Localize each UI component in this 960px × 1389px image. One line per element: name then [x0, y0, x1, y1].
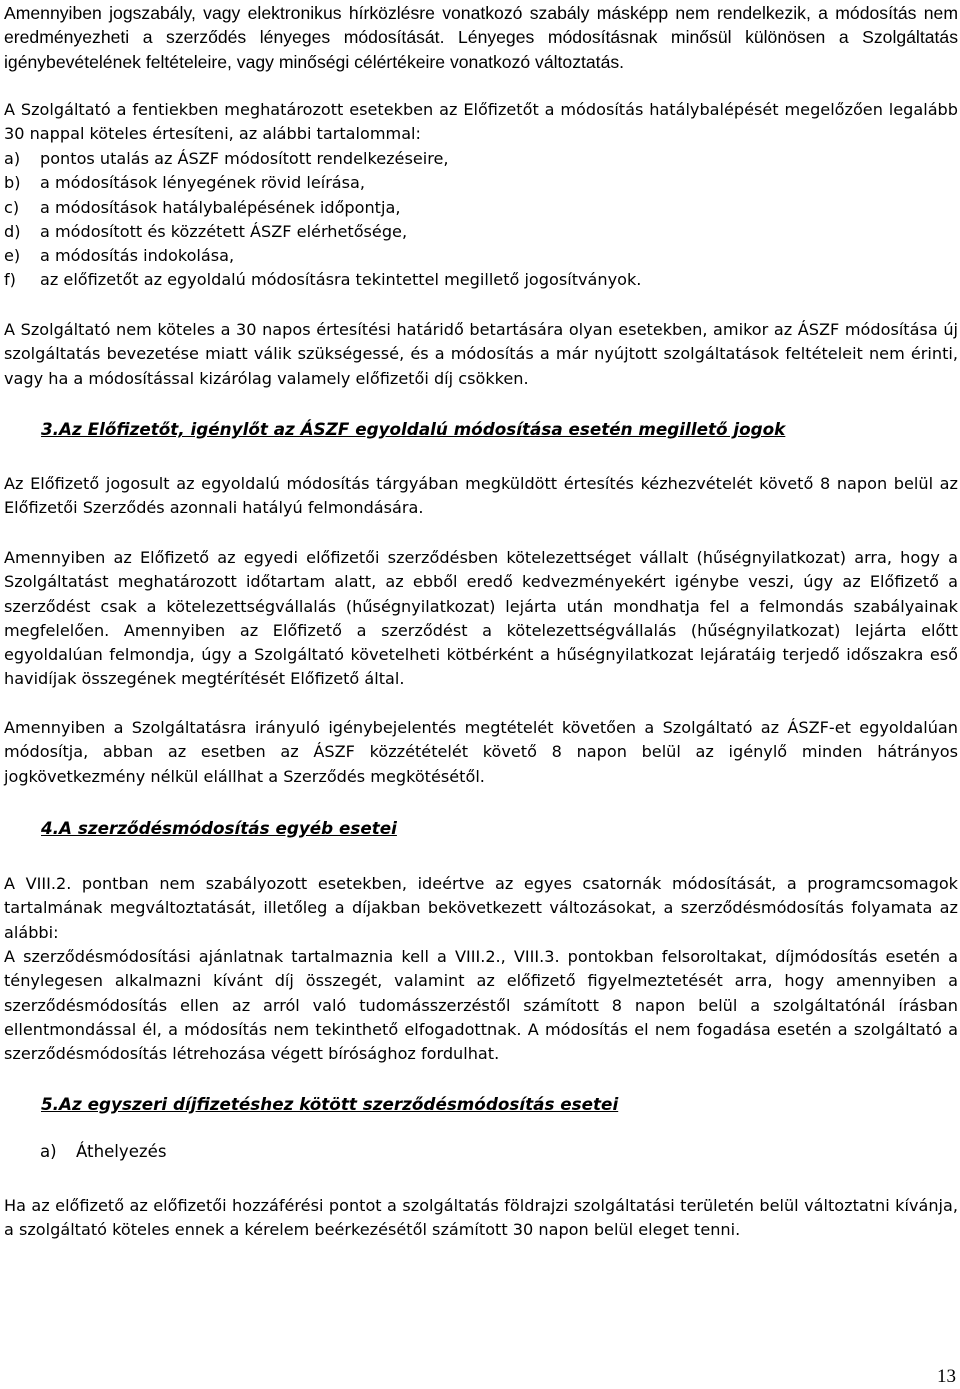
section-heading-5: 5.Az egyszeri díjfizetéshez kötött szerződésmódosítás esetei — [41, 1094, 619, 1114]
list-marker: a) — [4, 149, 21, 168]
list-item — [4, 147, 958, 171]
section-heading-3: 3.Az Előfizetőt, igénylőt az ÁSZF egyoldalú módosítása esetén megillető jogok — [41, 419, 786, 439]
paragraph-other-modifications: A VIII.2. pontban nem szabályozott esetekben, ideértve az egyes csatornák módosítását, a programcsomagok tartalmának megváltoztatását, illetőleg a díjakban bekövetkezett változásokat, a szerződésmódosítás folyamata az alábbi: — [4, 874, 958, 942]
list-marker: c) — [4, 197, 20, 217]
page-number: 13 — [937, 1366, 956, 1387]
paragraph-withdrawal-right: Amennyiben a Szolgáltatásra irányuló igénybejelentés megtételét követően a Szolgáltató az ÁSZF-et egyoldalúan módosítja, abban az esetben az ÁSZF közzétételét követő 8 napon belül az igénylő minden hátrányos jogkövetkezmény nélkül elállhat a Szerződés megkötésétől. — [4, 718, 958, 786]
paragraph-loyalty-commitment: Amennyiben az Előfizető az egyedi előfizetői szerződésben kötelezettséget vállalt (hűségnyilatkozat) arra, hogy a Szolgáltatást meghatározott időtartam alatt, az ebből eredő kedvezményekért igénybe veszi, úgy az Előfizető a szerződést csak a kötelezettségvállalás (hűségnyilatkozat) lejárta után mondhatja fel a felmondás szabályainak megfelelően. Amennyiben az Előfizető a szerződést a kötelezettségvállalás (hűségnyilatkozat) lejárta előtt egyoldalúan felmondja, úgy a Szolgáltató követelheti kötbérként a hűségnyilatkozat lejáratáig terjedő időszakra eső havidíjak összegének megtérítését Előfizető által. — [4, 548, 958, 689]
sub-item-relocation — [40, 1140, 167, 1164]
list-item-text: az előfizetőt az egyoldalú módosításra tekintettel megillető jogosítványok. — [40, 270, 642, 290]
paragraph-modification-limits: Amennyiben jogszabály, vagy elektronikus hírközlésre vonatkozó szabály másképp nem rendelkezik, a módosítás nem eredményezheti a szerződés lényeges módosítását. Lényeges módosításnak minősül különösen a Szolgáltatás igénybevételének feltételeire, vagy minőségi célértékeire vonatkozó változtatás. — [4, 3, 958, 72]
paragraph-notification-duty: A Szolgáltató a fentiekben meghatározott esetekben az Előfizetőt a módosítás hatálybalépését megelőzően legalább 30 nappal köteles értesíteni, az alábbi tartalommal: — [4, 100, 958, 144]
list-marker: d) — [4, 221, 21, 241]
list-item-text: pontos utalás az ÁSZF módosított rendelkezéseire, — [40, 149, 449, 168]
list-item — [4, 196, 958, 220]
list-marker: e) — [4, 246, 21, 266]
list-item-text: a módosított és közzétett ÁSZF elérhetősége, — [40, 221, 408, 241]
list-item-text: a módosítás indokolása, — [40, 246, 235, 266]
paragraph-notification-exception: A Szolgáltató nem köteles a 30 napos értesítési határidő betartására olyan esetekben, amikor az ÁSZF módosítása új szolgáltatás bevezetése miatt válik szükségessé, és a módosítás a már nyújtott szolgáltatások feltételeit nem érinti, vagy ha a módosítással kizárólag valamely előfizetői díj csökken. — [4, 320, 958, 388]
sub-item-marker: a) — [40, 1142, 57, 1161]
notification-content-list — [4, 147, 958, 293]
list-item — [4, 171, 958, 195]
section-heading-4: 4.A szerződésmódosítás egyéb esetei — [41, 818, 397, 838]
list-item-text: a módosítások lényegének rövid leírása, — [40, 173, 366, 193]
paragraph-relocation: Ha az előfizető az előfizetői hozzáférési pontot a szolgáltatás földrajzi szolgáltatási területén belül változtatni kívánja, a szolgáltató köteles ennek a kérelem beérkezésétől számított 30 napon belül eleget tenni. — [4, 1196, 958, 1240]
list-item — [4, 220, 958, 244]
list-marker: f) — [4, 270, 16, 290]
list-item — [4, 268, 958, 292]
paragraph-termination-right: Az Előfizető jogosult az egyoldalú módosítás tárgyában megküldött értesítés kézhezvételét követő 8 napon belül az Előfizetői Szerződés azonnali hatályú felmondására. — [4, 474, 958, 518]
list-marker: b) — [4, 173, 21, 193]
paragraph-modification-offer: A szerződésmódosítási ajánlatnak tartalmaznia kell a VIII.2., VIII.3. pontokban felsoroltakat, díjmódosítás esetén a ténylegesen alkalmazni kívánt díj összegét, valamint az előfizető figyelmeztetését arra, hogy amennyiben a szerződésmódosítás ellen az arról való tudomásszerzéstől számított 8 napon belül a szolgáltatónál írásban ellentmondással él, a módosítás nem tekinthető elfogadottnak. A módosítás el nem fogadása esetén a szolgáltató a szerződésmódosítás létrehozása végett bírósághoz fordulhat. — [4, 947, 958, 1064]
sub-item-title: Áthelyezés — [76, 1142, 167, 1161]
list-item — [4, 244, 958, 268]
list-item-text: a módosítások hatálybalépésének időpontja, — [40, 197, 401, 217]
